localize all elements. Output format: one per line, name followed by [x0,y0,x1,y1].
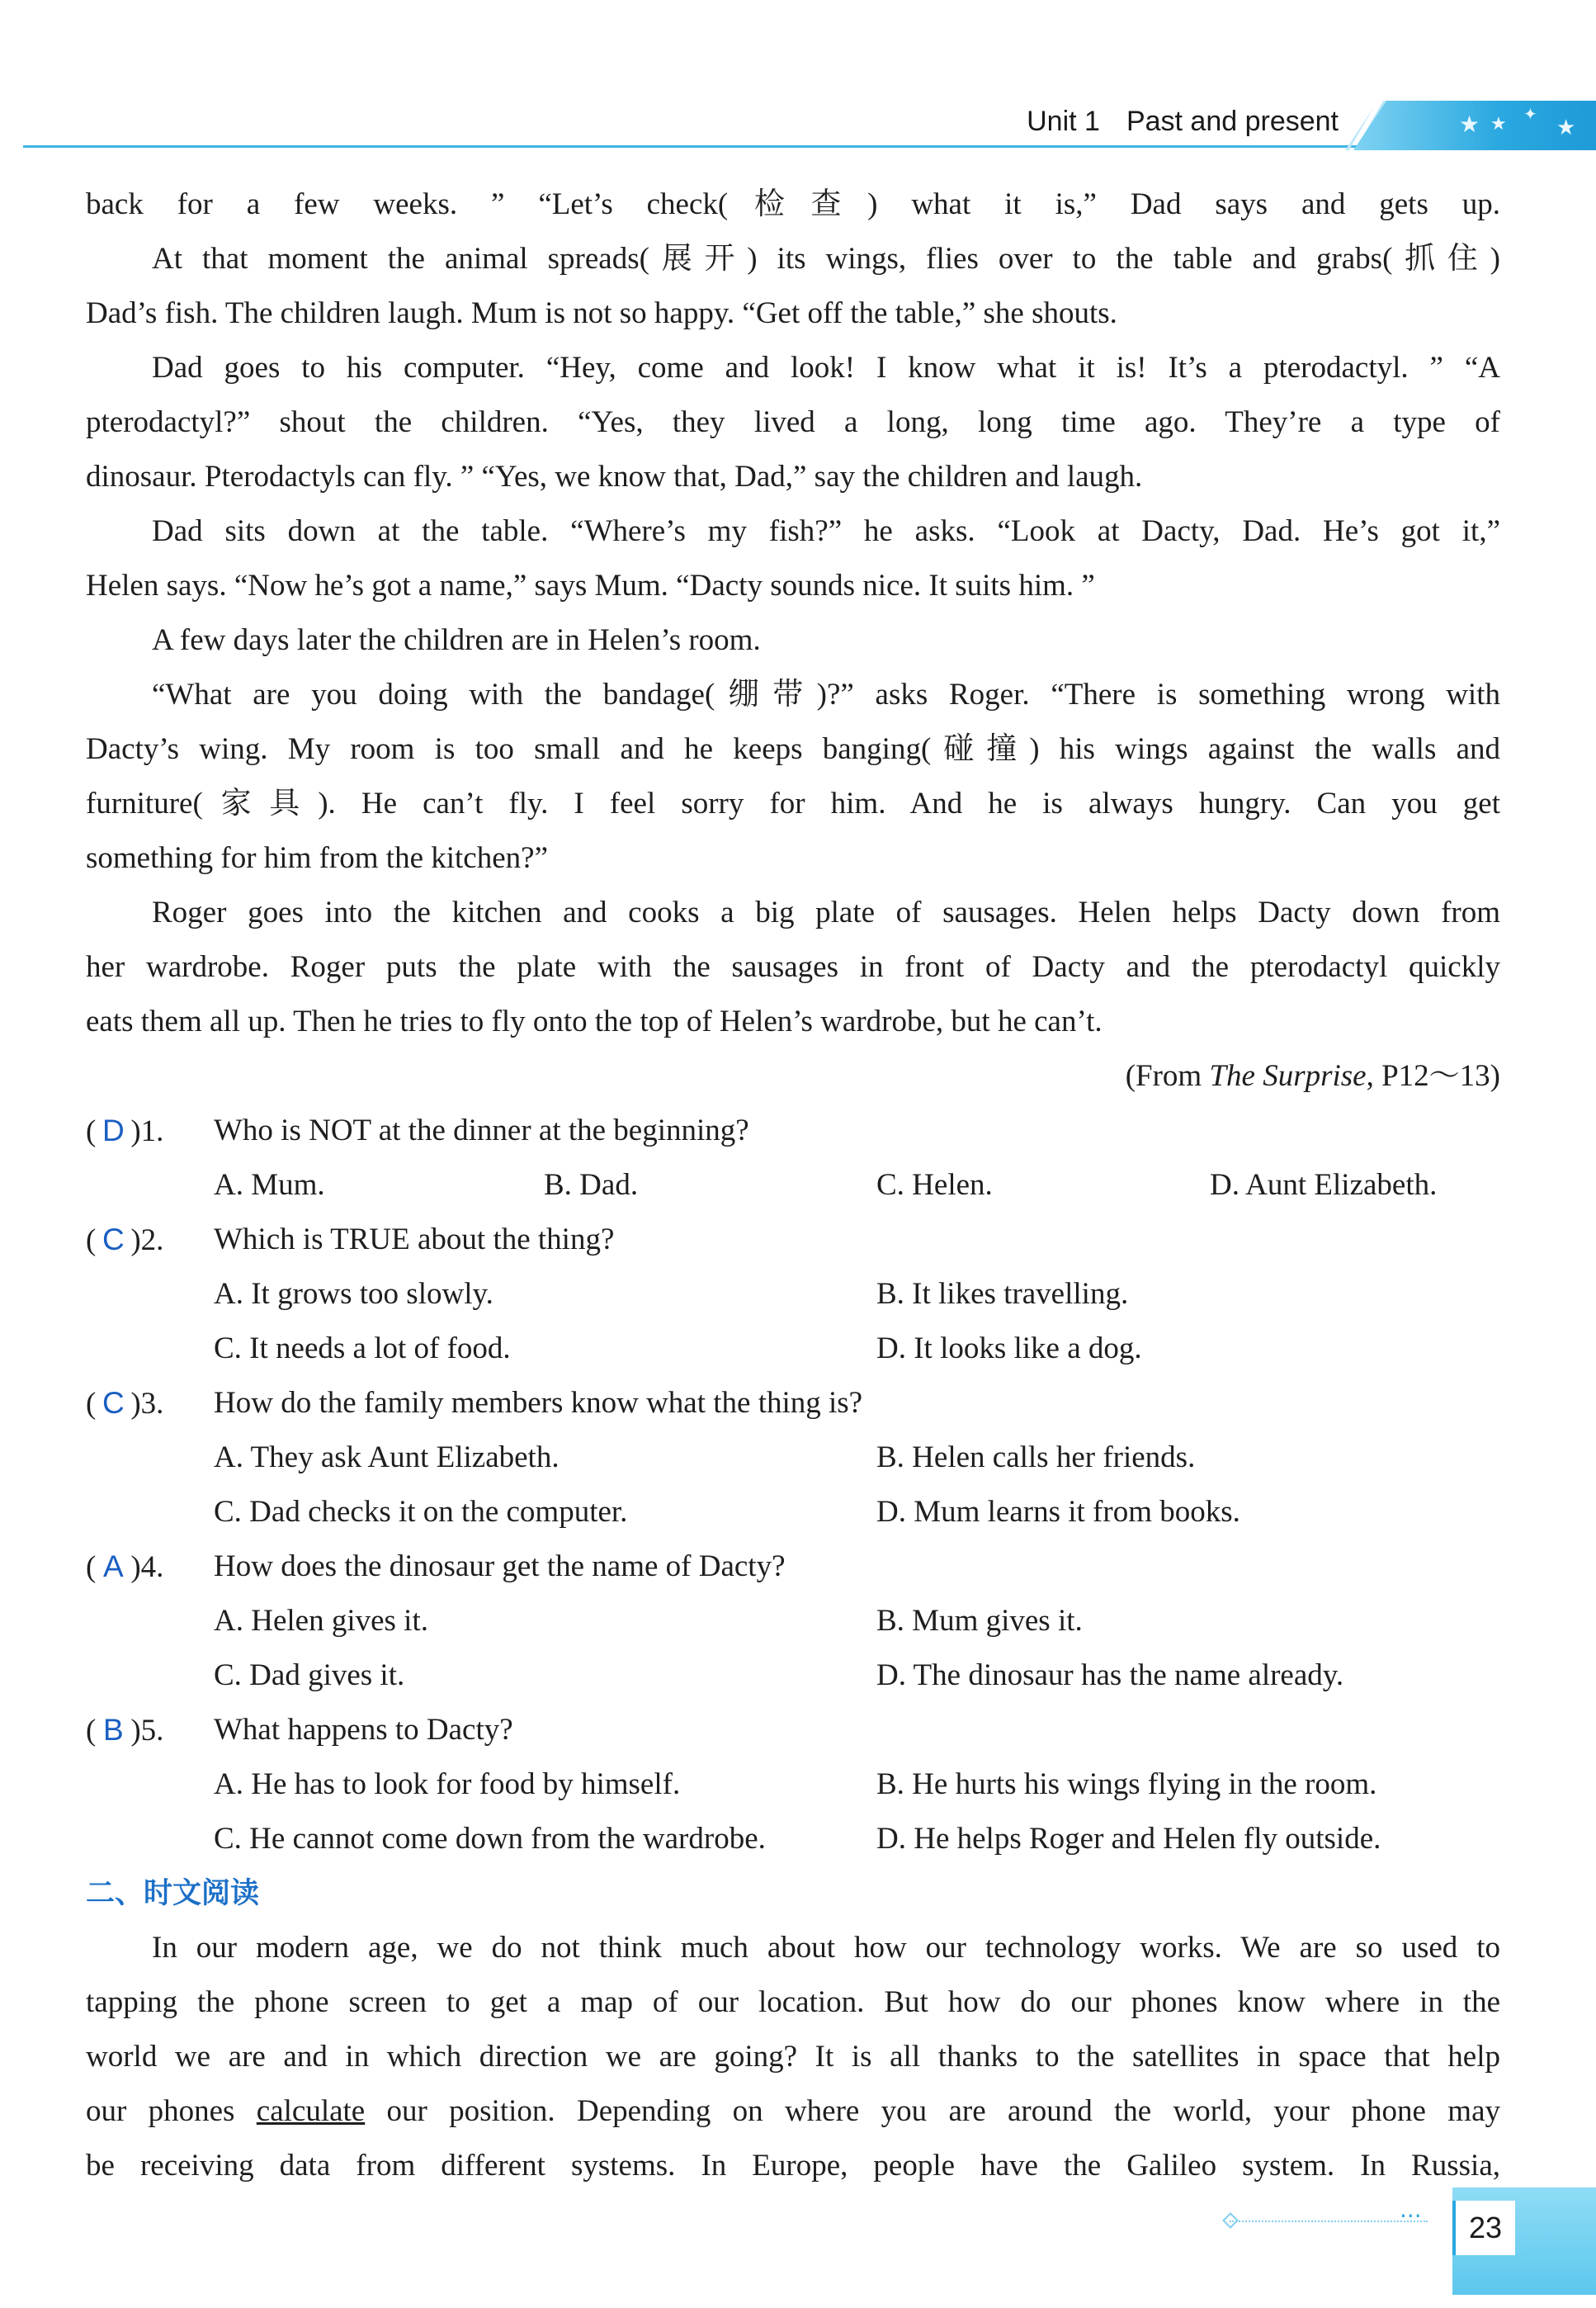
question-1: ( D )1. Who is NOT at the dinner at the beginning? [86,1104,1500,1158]
section-title: 二、时文阅读 [86,1877,260,1910]
option-c[interactable]: C. He cannot come down from the wardrobe. [214,1822,766,1856]
question-4: ( A )4. How does the dinosaur get the name of Dacty? [86,1539,1500,1594]
option-a[interactable]: A. Mum. [214,1168,325,1202]
option-d[interactable]: D. The dinosaur has the name already. [876,1658,1344,1692]
option-a[interactable]: A. It grows too slowly. [214,1277,493,1311]
question-2: ( C )2. Which is TRUE about the thing? [86,1213,1500,1267]
sparkle-icon: ✦ [1523,104,1537,124]
story-line: Dad’s fish. The children laugh. Mum is not so happy. “Get off the table,” she shouts. [86,296,1117,330]
passage-line: our phones calculate our position. Depending on where you are around the world, your phone may [86,2094,1500,2128]
story-line: dinosaur. Pterodactyls can fly. ” “Yes, we know that, Dad,” say the children and laugh. [86,460,1143,494]
question-text: How do the family members know what the thing is? [214,1386,863,1420]
story-line: Dacty’s wing. My room is too small and he keeps banging(碰撞) his wings against the walls and [86,732,1500,766]
unit-number: Unit 1 [1027,106,1100,137]
option-b[interactable]: B. Helen calls her friends. [876,1440,1196,1474]
star-icon: ★ [1556,116,1576,140]
footer-dotted-line [1230,2221,1428,2224]
option-a[interactable]: A. They ask Aunt Elizabeth. [214,1440,560,1474]
star-icon: ★ [1490,114,1507,135]
passage-line: tapping the phone screen to get a map of our location. But how do our phones know where in the [86,1985,1500,2019]
option-d[interactable]: D. Aunt Elizabeth. [1210,1168,1438,1202]
option-c[interactable]: C. Helen. [876,1168,993,1202]
story-line: her wardrobe. Roger puts the plate with the sausages in front of Dacty and the pterodactyl quickly [86,950,1500,984]
option-d[interactable]: D. Mum learns it from books. [876,1495,1240,1529]
story-line: back for a few weeks. ” “Let’s check(检查) what it is,” Dad says and gets up. [86,187,1500,221]
passage-line: world we are and in which direction we are going? It is all thanks to the satellites in space that help [86,2040,1500,2074]
answer-blank[interactable]: D [102,1114,125,1147]
unit-name: Past and present [1126,106,1339,137]
option-d[interactable]: D. He helps Roger and Helen fly outside. [876,1822,1381,1856]
question-options [86,1158,1500,1213]
answer-blank[interactable]: C [102,1386,125,1420]
option-b[interactable]: B. Dad. [544,1168,639,1202]
question-text: Which is TRUE about the thing? [214,1223,615,1256]
story-line: furniture(家具). He can’t fly. I feel sorry for him. And he is always hungry. Can you get [86,787,1500,821]
question-3: ( C )3. How do the family members know what the thing is? [86,1376,1500,1431]
star-icon: ★ [1459,111,1480,138]
story-line: Dad goes to his computer. “Hey, come and look! I know what it is! It’s a pterodactyl. ” “A [152,351,1500,385]
option-c[interactable]: C. Dad gives it. [214,1658,405,1692]
story-line: Roger goes into the kitchen and cooks a big plate of sausages. Helen helps Dacty down from [152,896,1500,929]
passage-line: be receiving data from different systems. In Europe, people have the Galileo system. In Russia, [86,2149,1500,2183]
story-line: At that moment the animal spreads(展开) its wings, flies over to the table and grabs(抓住) [152,242,1500,276]
option-d[interactable]: D. It looks like a dog. [876,1331,1142,1365]
option-b[interactable]: B. He hurts his wings flying in the room. [876,1767,1377,1801]
option-a[interactable]: A. Helen gives it. [214,1604,428,1638]
source-title: The Surprise [1209,1059,1367,1093]
story-line: Dad sits down at the table. “Where’s my fish?” he asks. “Look at Dacty, Dad. He’s got it,” [152,514,1500,548]
story-passage [86,177,1500,1104]
option-a[interactable]: A. He has to look for food by himself. [214,1767,681,1801]
story-line: “What are you doing with the bandage(绷带)?” asks Roger. “There is something wrong with [152,678,1500,712]
answer-blank[interactable]: B [102,1713,124,1747]
story-line: something for him from the kitchen?” [86,841,548,875]
story-line: eats them all up. Then he tries to fly onto the top of Helen’s wardrobe, but he can’t. [86,1005,1103,1038]
question-options [86,1322,1500,1376]
question-5: ( B )5. What happens to Dacty? [86,1703,1500,1757]
underlined-word: calculate [256,2094,366,2128]
question-options [86,1485,1500,1539]
ellipsis-icon: ··· [1400,2202,1422,2230]
story-line: pterodactyl?” shout the children. “Yes, they lived a long, long time ago. They’re a type of [86,405,1500,439]
question-text: What happens to Dacty? [214,1713,513,1747]
header-rule [23,145,1376,148]
unit-title [1027,106,1339,138]
option-c[interactable]: C. Dad checks it on the computer. [214,1495,628,1529]
answer-blank[interactable]: C [102,1223,125,1256]
question-options [86,1812,1500,1866]
page-number: 23 [1452,2201,1515,2255]
question-list [86,1104,1500,1866]
answer-blank[interactable]: A [102,1549,124,1583]
story-source: (From The Surprise, P12～13) [1125,1059,1500,1093]
question-text: How does the dinosaur get the name of Dacty? [214,1549,786,1583]
question-options [86,1757,1500,1812]
option-c[interactable]: C. It needs a lot of food. [214,1331,511,1365]
question-options [86,1267,1500,1322]
option-b[interactable]: B. It likes travelling. [876,1277,1129,1311]
story-line: Helen says. “Now he’s got a name,” says Mum. “Dacty sounds nice. It suits him. ” [86,569,1095,603]
option-b[interactable]: B. Mum gives it. [876,1604,1083,1638]
passage-line: In our modern age, we do not think much about how our technology works. We are so used to [152,1931,1500,1965]
page-content [86,177,1500,2193]
reading-passage [86,1921,1500,2193]
question-options [86,1648,1500,1703]
question-text: Who is NOT at the dinner at the beginning? [214,1114,749,1147]
story-line: A few days later the children are in Helen’s room. [152,623,761,657]
question-options [86,1431,1500,1485]
question-options [86,1594,1500,1648]
